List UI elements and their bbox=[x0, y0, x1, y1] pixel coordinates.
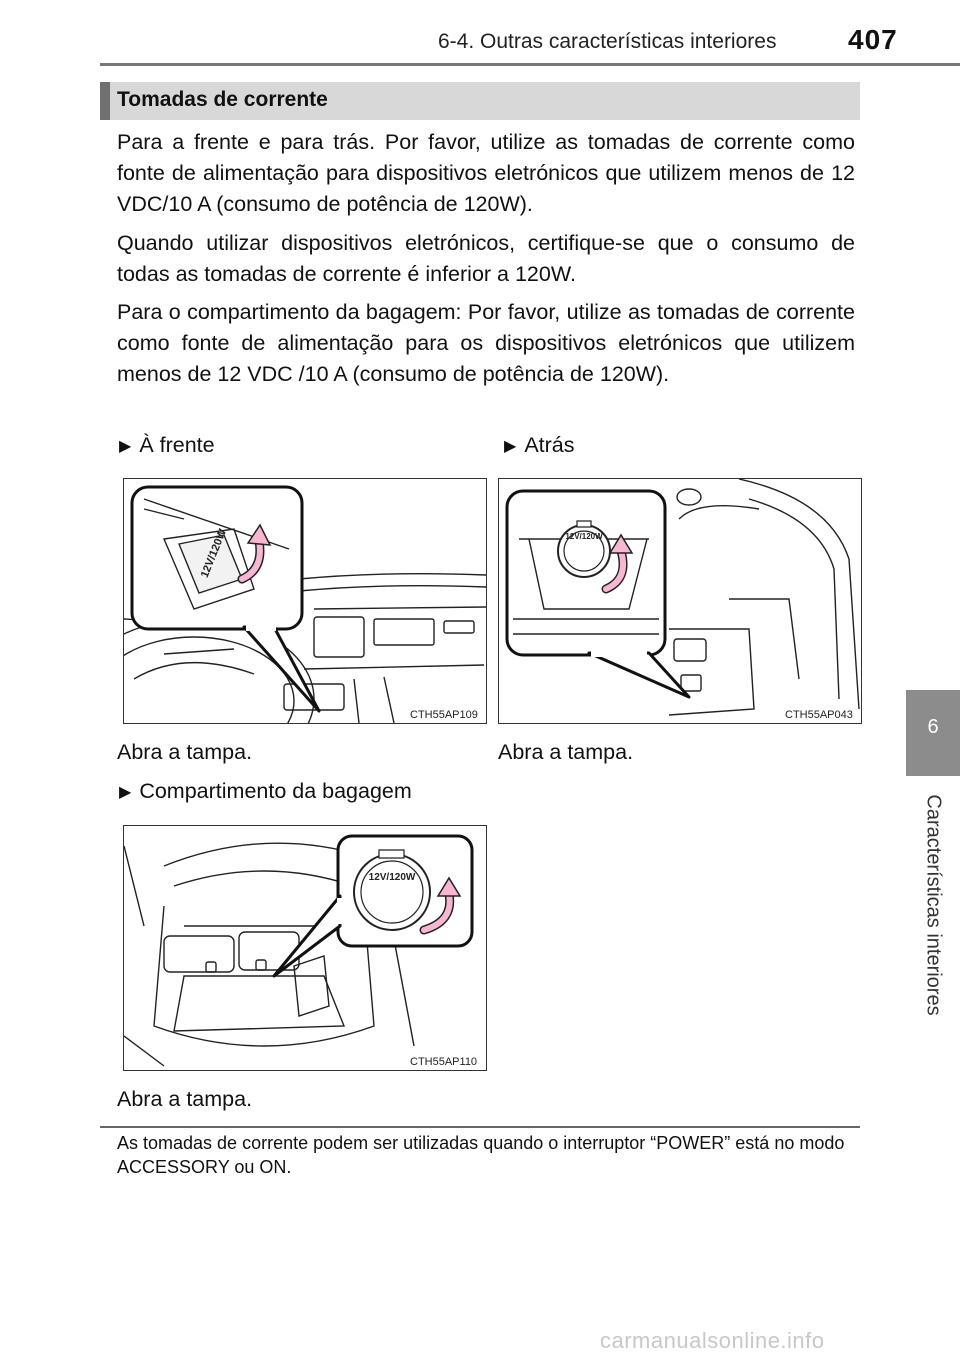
figure-heading-luggage bbox=[119, 779, 412, 804]
figure-code: CTH55AP110 bbox=[410, 1056, 478, 1068]
watermark: carmanualsonline.info bbox=[600, 1328, 825, 1353]
figure-heading-rear bbox=[504, 433, 575, 458]
chapter-title-vertical bbox=[906, 785, 960, 1025]
figure-heading-front bbox=[119, 433, 215, 458]
figure-heading-text: Atrás bbox=[524, 433, 575, 457]
figure-caption-rear: Abra a tampa. bbox=[498, 740, 634, 764]
front-console-illustration bbox=[124, 479, 486, 723]
figure-caption-luggage: Abra a tampa. bbox=[117, 1087, 253, 1111]
cap-label: 12V/120W bbox=[565, 532, 603, 541]
running-header-section: 6-4. Outras características interiores bbox=[438, 30, 777, 53]
note-rule bbox=[100, 1126, 860, 1128]
figure-code: CTH55AP109 bbox=[410, 709, 478, 721]
paragraph-power-limit: Quando utilizar dispositivos eletrónicos, certifique-se que o consumo de todas as tomadas de corrente é inferior a 120W. bbox=[117, 231, 855, 286]
paragraph-front-rear: Para a frente e para trás. Por favor, utilize as tomadas de corrente como fonte de alimentação para dispositivos eletrónicos que utilizem menos de 12 VDC/10 A (consumo de potência de 120W). bbox=[117, 130, 855, 216]
section-heading-accent bbox=[100, 82, 110, 120]
page-number: 407 bbox=[848, 24, 898, 55]
cap-label: 12V/120W bbox=[198, 527, 230, 580]
chapter-title: Características interiores bbox=[922, 794, 945, 1016]
luggage-compartment-illustration bbox=[124, 826, 486, 1070]
power-note: As tomadas de corrente podem ser utilizadas quando o interruptor “POWER” está no modo ACCESSORY ou ON. bbox=[117, 1133, 845, 1177]
figure-caption-front: Abra a tampa. bbox=[117, 740, 253, 764]
section-title: Tomadas de corrente bbox=[117, 88, 328, 111]
triangle-bullet-icon: ▶ bbox=[504, 438, 517, 455]
cap-label: 12V/120W bbox=[368, 872, 416, 883]
triangle-bullet-icon: ▶ bbox=[119, 784, 132, 801]
figure-front-outlet bbox=[123, 478, 487, 724]
triangle-bullet-icon: ▶ bbox=[119, 438, 132, 455]
figure-code: CTH55AP043 bbox=[785, 709, 853, 721]
header-rule bbox=[100, 63, 960, 66]
chapter-number: 6 bbox=[927, 716, 939, 738]
figure-rear-outlet bbox=[498, 478, 862, 724]
figure-heading-text: À frente bbox=[139, 433, 215, 457]
rear-console-illustration bbox=[499, 479, 861, 723]
paragraph-luggage: Para o compartimento da bagagem: Por favor, utilize as tomadas de corrente como fonte de alimentação para os dispositivos eletrónicos que utilizem menos de 12 VDC /10 A (consumo de potência de 120W). bbox=[117, 300, 855, 386]
figure-luggage-outlet bbox=[123, 825, 487, 1071]
figure-heading-text: Compartimento da bagagem bbox=[139, 779, 412, 803]
